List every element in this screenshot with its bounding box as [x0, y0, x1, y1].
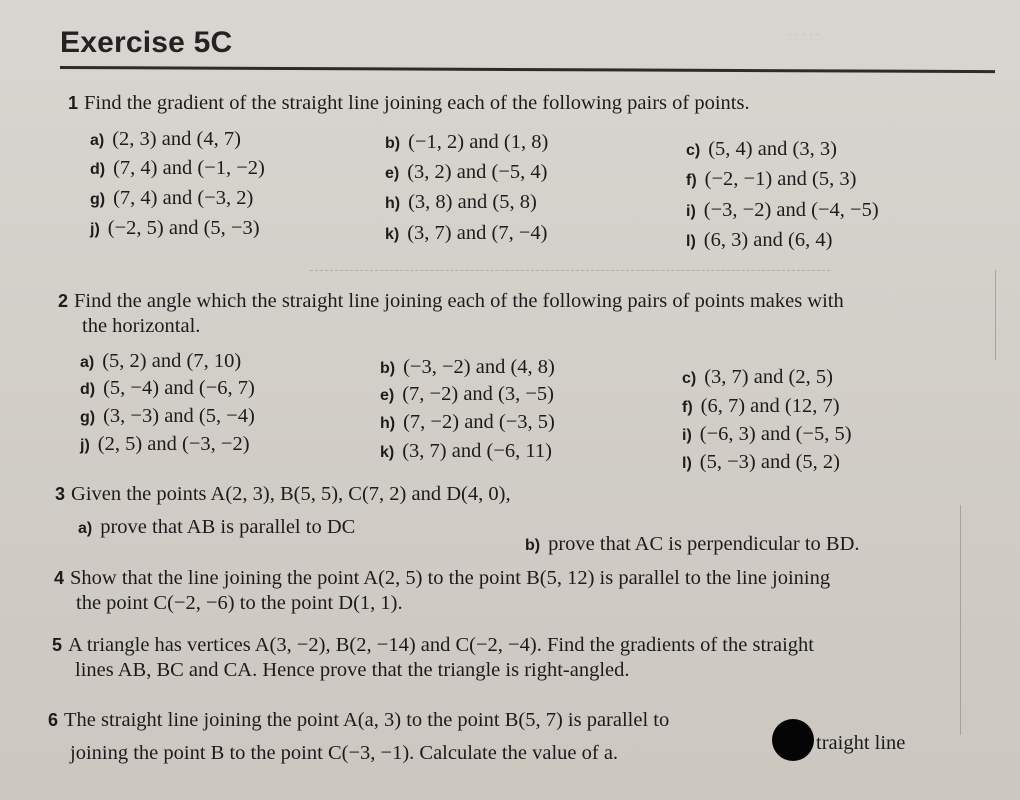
question-5 [52, 633, 814, 657]
part-item: j) (−2, 5) and (5, −3) [90, 217, 260, 239]
question-number: 2 [58, 291, 69, 311]
question-text: A triangle has vertices A(3, −2), B(2, −14) and C(−2, −4). Find the gradients of the straight [68, 634, 814, 656]
part-item: l) (6, 3) and (6, 4) [686, 229, 833, 251]
question-5-continuation: lines AB, BC and CA. Hence prove that the triangle is right-angled. [75, 659, 630, 681]
question-6 [48, 708, 669, 732]
faint-page-mark: · · · · · [788, 28, 820, 41]
part-item: i) (−6, 3) and (−5, 5) [682, 423, 852, 445]
part-item: c) (3, 7) and (2, 5) [682, 366, 833, 388]
question-3 [55, 482, 511, 506]
question-text: The straight line joining the point A(a, 3) to the point B(5, 7) is parallel to [64, 709, 670, 731]
part-item: b) (−1, 2) and (1, 8) [385, 131, 549, 153]
part-item: l) (5, −3) and (5, 2) [682, 451, 840, 473]
question-text: Find the angle which the straight line joining each of the following pairs of points makes with [74, 290, 844, 312]
question-text: Show that the line joining the point A(2, 5) to the point B(5, 12) is parallel to the line joining [70, 567, 831, 589]
part-item: j) (2, 5) and (−3, −2) [80, 433, 250, 455]
question-text: Find the gradient of the straight line joining each of the following pairs of points. [84, 92, 750, 114]
question-6-text-after-blot: traight line [816, 732, 906, 754]
question-4 [54, 566, 830, 590]
part-item: e) (3, 2) and (−5, 4) [385, 161, 548, 183]
question-3-part-b: b) prove that AC is perpendicular to BD. [525, 533, 860, 555]
part-item: i) (−3, −2) and (−4, −5) [686, 199, 879, 221]
page-edge-mark [960, 505, 961, 735]
question-2 [58, 289, 844, 313]
section-divider [310, 270, 830, 271]
question-number: 5 [52, 635, 63, 655]
part-item: g) (3, −3) and (5, −4) [80, 405, 255, 427]
question-2-continuation: the horizontal. [82, 315, 201, 337]
question-number: 3 [55, 484, 66, 504]
part-item: c) (5, 4) and (3, 3) [686, 138, 837, 160]
part-item: h) (7, −2) and (−3, 5) [380, 411, 555, 433]
part-item: f) (−2, −1) and (5, 3) [686, 168, 857, 190]
part-item: g) (7, 4) and (−3, 2) [90, 187, 254, 209]
question-number: 4 [54, 568, 65, 588]
question-text: Given the points A(2, 3), B(5, 5), C(7, 2) and D(4, 0), [71, 483, 511, 505]
question-3-part-a: a) prove that AB is parallel to DC [78, 516, 356, 538]
title-underline [60, 66, 995, 73]
question-4-continuation: the point C(−2, −6) to the point D(1, 1). [76, 592, 403, 614]
page-edge-mark [995, 270, 996, 360]
part-item: a) (5, 2) and (7, 10) [80, 350, 242, 372]
part-item: d) (5, −4) and (−6, 7) [80, 377, 255, 399]
part-item: e) (7, −2) and (3, −5) [380, 383, 555, 405]
question-1 [68, 91, 750, 115]
exercise-title: Exercise 5C [60, 26, 233, 59]
part-item: k) (3, 7) and (−6, 11) [380, 440, 552, 462]
part-item: a) (2, 3) and (4, 7) [90, 128, 241, 150]
question-number: 6 [48, 710, 59, 730]
ink-blot [772, 719, 814, 761]
part-item: h) (3, 8) and (5, 8) [385, 191, 537, 213]
part-item: f) (6, 7) and (12, 7) [682, 395, 840, 417]
question-6-continuation: joining the point B to the point C(−3, −1). Calculate the value of a. [70, 742, 619, 764]
question-number: 1 [68, 93, 79, 113]
part-item: b) (−3, −2) and (4, 8) [380, 356, 555, 378]
part-item: k) (3, 7) and (7, −4) [385, 222, 548, 244]
part-item: d) (7, 4) and (−1, −2) [90, 157, 265, 179]
